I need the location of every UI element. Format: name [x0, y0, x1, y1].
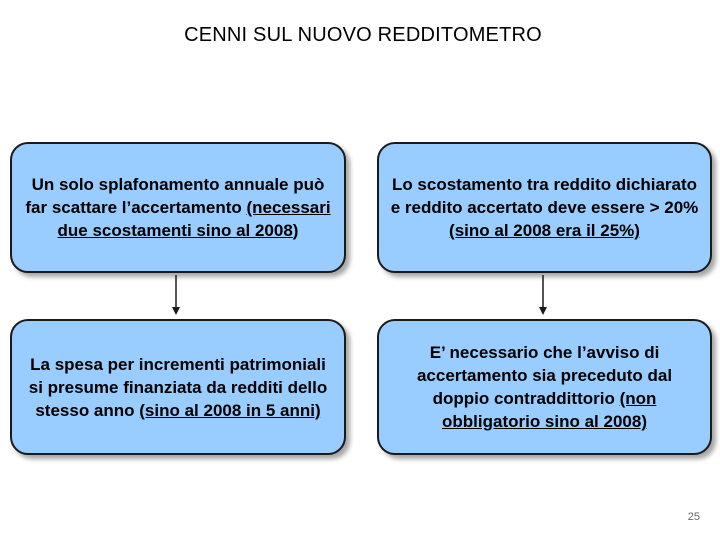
box-double-hearing-text — [389, 341, 700, 433]
box-double-hearing — [377, 319, 712, 455]
box-single-deviation — [10, 142, 346, 273]
box-text: Un solo splafonamento annuale può far scattare l’accertamento — [25, 175, 325, 217]
box-asset-spending — [10, 319, 346, 455]
box-text: La spesa per incrementi patrimoniali si presume finanziata da redditi dello stesso anno — [28, 354, 328, 420]
box-deviation-threshold — [377, 142, 712, 273]
box-underlined-text: (non obbligatorio sino al 2008) — [442, 389, 657, 431]
box-asset-spending-text — [22, 353, 334, 422]
box-underlined-text: (necessari due scostamenti sino al 2008 — [57, 198, 331, 240]
box-underlined-text: (sino al 2008 era il 25%) — [449, 221, 640, 240]
box-underlined-text: (sino al 2008 in 5 anni) — [139, 400, 321, 420]
box-text: Lo scostamento tra reddito dichiarato e reddito accertato deve essere > 20% — [390, 175, 699, 217]
page-number: 25 — [687, 511, 700, 523]
box-text-suffix: ) — [292, 221, 299, 240]
slide-title: CENNI SUL NUOVO REDDITOMETRO — [184, 24, 542, 46]
box-text: E’ necessario che l’avviso di accertamento sia preceduto dal doppio contraddittorio — [416, 343, 673, 408]
box-deviation-threshold-text — [389, 173, 700, 242]
box-single-deviation-text — [22, 173, 334, 242]
